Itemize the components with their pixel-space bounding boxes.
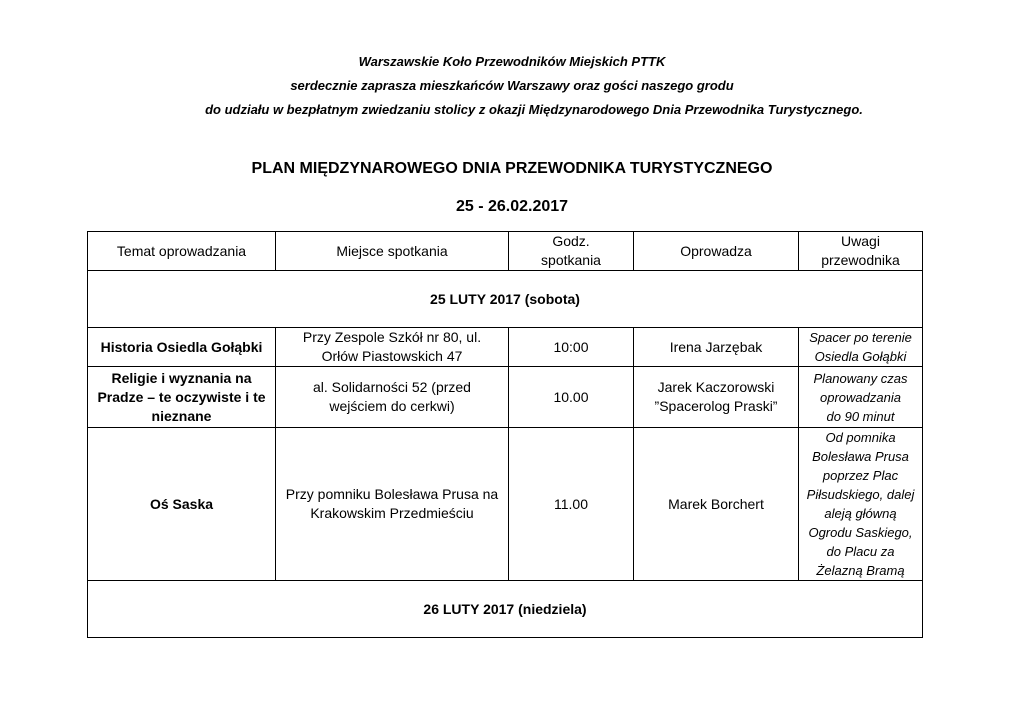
- row2-notes-l2: oprowadzania: [820, 389, 901, 405]
- row3-topic: Oś Saska: [88, 428, 276, 581]
- row1-place-l2: Orłów Piastowskich 47: [321, 348, 463, 364]
- row3-place: [276, 428, 509, 581]
- row3-notes: [799, 428, 923, 581]
- row1-time: 10:00: [509, 328, 634, 367]
- row3-notes-l7: do Placu za: [826, 544, 895, 559]
- header-notes-l1: Uwagi: [841, 233, 880, 249]
- header-time: [509, 232, 634, 271]
- row3-notes-l8: Żelazną Bramą: [816, 563, 905, 578]
- row1-notes-l1: Spacer po terenie: [809, 330, 912, 345]
- table-row: [88, 328, 923, 367]
- header-guide: Oprowadza: [634, 232, 799, 271]
- row1-place: [276, 328, 509, 367]
- row3-notes-l6: Ogrodu Saskiego,: [808, 525, 913, 540]
- row3-notes-l5: aleją główną: [824, 506, 897, 521]
- row2-place: [276, 367, 509, 428]
- header-time-l1: Godz.: [552, 233, 590, 249]
- header-time-l2: spotkania: [541, 252, 601, 268]
- row1-topic: Historia Osiedla Gołąbki: [88, 328, 276, 367]
- row3-notes-l4: Piłsudskiego, dalej: [806, 487, 915, 502]
- row1-guide: Irena Jarzębak: [634, 328, 799, 367]
- row3-guide: Marek Borchert: [634, 428, 799, 581]
- row1-notes-l2: Osiedla Gołąbki: [814, 349, 907, 364]
- header-row: [88, 232, 923, 271]
- row3-notes-l3: poprzez Plac: [822, 468, 899, 483]
- row3-place-l1: Przy pomniku Bolesława Prusa na: [285, 486, 499, 502]
- day-label-2: 26 LUTY 2017 (niedziela): [88, 581, 923, 638]
- row2-guide-l2: ”Spacerolog Praski”: [654, 398, 778, 414]
- row2-topic-l1: Religie i wyznania na: [111, 369, 252, 386]
- row2-topic-l2: Pradze – te oczywiste i te: [97, 388, 266, 405]
- row2-notes: [799, 367, 923, 428]
- plan-dates: 25 - 26.02.2017: [455, 198, 569, 215]
- header-notes: [799, 232, 923, 271]
- row2-guide-l1: Jarek Kaczorowski: [657, 379, 775, 395]
- table-row: [88, 367, 923, 428]
- day-label-1: 25 LUTY 2017 (sobota): [88, 271, 923, 328]
- row1-place-l1: Przy Zespole Szkół nr 80, ul.: [302, 329, 482, 345]
- row2-place-l2: wejściem do cerkwi): [329, 398, 455, 414]
- row2-guide: [634, 367, 799, 428]
- plan-title: PLAN MIĘDZYNAROWEGO DNIA PRZEWODNIKA TURYSTYCZNEGO: [251, 160, 773, 177]
- header-topic: Temat oprowadzania: [88, 232, 276, 271]
- row2-place-l1: al. Solidarności 52 (przed: [313, 379, 471, 395]
- row3-place-l2: Krakowskim Przedmieściu: [310, 505, 474, 521]
- table-row: [88, 428, 923, 581]
- day-row-1: [88, 271, 923, 328]
- intro-line-3: do udziału w bezpłatnym zwiedzaniu stolicy z okazji Międzynarodowego Dnia Przewodnika Turystycznego.: [205, 102, 863, 117]
- header-place: Miejsce spotkania: [276, 232, 509, 271]
- row1-notes: [799, 328, 923, 367]
- schedule-table: [87, 231, 923, 638]
- row2-time: 10.00: [509, 367, 634, 428]
- row2-topic-l3: nieznane: [151, 407, 212, 424]
- header-notes-l2: przewodnika: [821, 252, 900, 268]
- row2-notes-l3: do 90 minut: [826, 408, 895, 424]
- row3-notes-l1: Od pomnika: [825, 430, 896, 445]
- row3-notes-l2: Bolesława Prusa: [812, 449, 909, 464]
- row3-time: 11.00: [509, 428, 634, 581]
- row2-topic: [88, 367, 276, 428]
- intro-line-2: serdecznie zaprasza mieszkańców Warszawy oraz gości naszego grodu: [290, 78, 734, 93]
- intro-line-1: Warszawskie Koło Przewodników Miejskich PTTK: [358, 54, 666, 69]
- day-row-2: [88, 581, 923, 638]
- row2-notes-l1: Planowany czas: [813, 370, 908, 386]
